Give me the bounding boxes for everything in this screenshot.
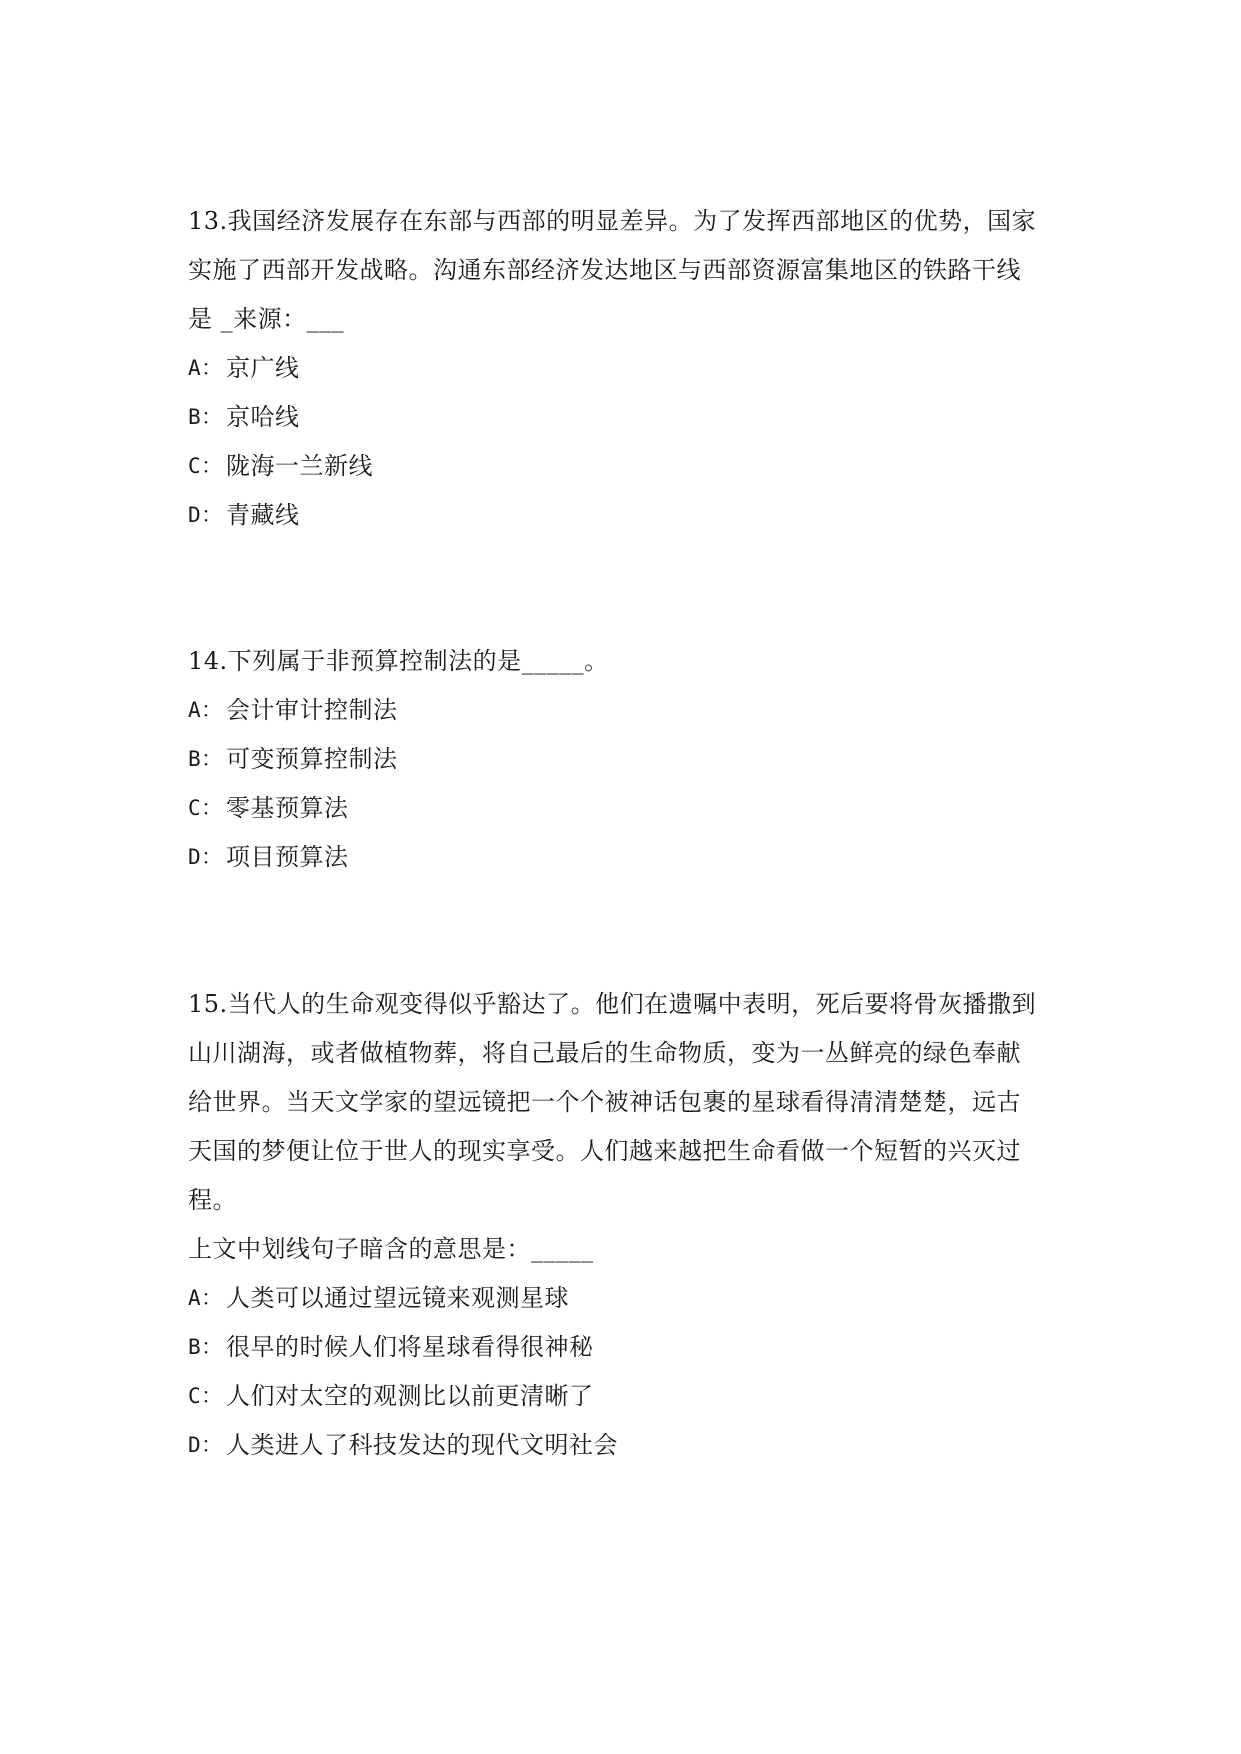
- option-text: 很早的时候人们将星球看得很神秘: [226, 1333, 594, 1361]
- option-key: C：: [188, 796, 223, 820]
- question-14: [188, 637, 1068, 882]
- option-c: [188, 1372, 1068, 1421]
- question-13: [188, 197, 1068, 540]
- option-b: [188, 393, 1068, 442]
- question-stem-line: 程。: [188, 1186, 237, 1214]
- question-15: [188, 980, 1068, 1470]
- option-key: A：: [188, 356, 223, 380]
- option-text: 人们对太空的观测比以前更清晰了: [226, 1382, 594, 1410]
- option-list: [188, 344, 1068, 540]
- option-list: [188, 686, 1068, 882]
- option-key: D：: [188, 845, 223, 869]
- option-a: [188, 686, 1068, 735]
- option-list: [188, 1274, 1068, 1470]
- option-d: [188, 491, 1068, 540]
- question-stem-line: 15.当代人的生命观变得似乎豁达了。他们在遗嘱中表明，死后要将骨灰播撒到: [188, 990, 1037, 1018]
- option-key: A：: [188, 698, 223, 722]
- option-key: D：: [188, 1433, 223, 1457]
- option-b: [188, 735, 1068, 784]
- option-key: D：: [188, 503, 223, 527]
- option-text: 京哈线: [226, 403, 300, 431]
- option-text: 陇海一兰新线: [226, 452, 373, 480]
- question-stem-line: 山川湖海，或者做植物葬，将自己最后的生命物质，变为一丛鲜亮的绿色奉献: [188, 1039, 1021, 1067]
- option-a: [188, 344, 1068, 393]
- question-stem-line: 13.我国经济发展存在东部与西部的明显差异。为了发挥西部地区的优势，国家: [188, 207, 1037, 235]
- option-key: A：: [188, 1286, 223, 1310]
- option-key: B：: [188, 1335, 223, 1359]
- option-d: [188, 833, 1068, 882]
- option-text: 会计审计控制法: [226, 696, 398, 724]
- option-text: 可变预算控制法: [226, 745, 398, 773]
- option-key: B：: [188, 405, 223, 429]
- option-key: C：: [188, 1384, 223, 1408]
- question-stem-line: 是 _来源：___: [188, 305, 345, 333]
- question-stem-line: 14.下列属于非预算控制法的是_____。: [188, 647, 609, 675]
- option-key: B：: [188, 747, 223, 771]
- question-stem-line: 给世界。当天文学家的望远镜把一个个被神话包裹的星球看得清清楚楚，远古: [188, 1088, 1021, 1116]
- option-text: 青藏线: [226, 501, 300, 529]
- sub-question: 上文中划线句子暗含的意思是：_____: [188, 1235, 594, 1263]
- question-stem-line: 天国的梦便让位于世人的现实享受。人们越来越把生命看做一个短暂的兴灭过: [188, 1137, 1021, 1165]
- option-a: [188, 1274, 1068, 1323]
- option-b: [188, 1323, 1068, 1372]
- option-text: 京广线: [226, 354, 300, 382]
- option-text: 项目预算法: [226, 843, 349, 871]
- question-stem-line: 实施了西部开发战略。沟通东部经济发达地区与西部资源富集地区的铁路干线: [188, 256, 1021, 284]
- option-text: 人类进人了科技发达的现代文明社会: [226, 1431, 618, 1459]
- option-key: C：: [188, 454, 223, 478]
- option-d: [188, 1421, 1068, 1470]
- option-text: 零基预算法: [226, 794, 349, 822]
- option-c: [188, 784, 1068, 833]
- option-text: 人类可以通过望远镜来观测星球: [226, 1284, 569, 1312]
- option-c: [188, 442, 1068, 491]
